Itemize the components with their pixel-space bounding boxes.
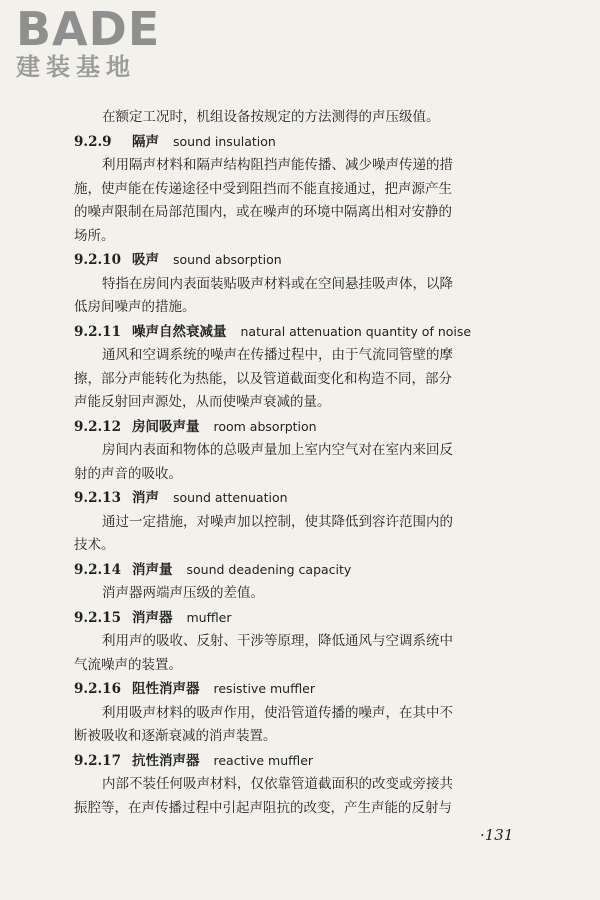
glossary-entry xyxy=(74,248,530,320)
glossary-entry xyxy=(74,749,530,821)
definition-line: 振腔等，在声传播过程中引起声阻抗的改变，产生声能的反射与 xyxy=(74,799,452,816)
definition-line: 声能反射回声源处，从而使噪声衰减的量。 xyxy=(74,394,331,410)
entry-term xyxy=(74,415,530,440)
definition-line: 利用吸声材料的吸声作用，使沿管道传播的噪声，在其中不 xyxy=(102,704,453,721)
entry-chinese-term: 消声器 xyxy=(132,609,173,626)
entry-chinese-term: 抗性消声器 xyxy=(132,752,200,769)
definition-line: 气流噪声的装置。 xyxy=(74,656,182,673)
definition-line: 通过一定措施，对噪声加以控制，使其降低到容许范围内的 xyxy=(102,513,453,530)
glossary-entry xyxy=(74,130,530,249)
definition-line: 断被吸收和逐渐衰减的消声装置。 xyxy=(74,728,277,744)
entry-number: 9.2.17 xyxy=(74,752,121,769)
entry-number: 9.2.10 xyxy=(74,252,121,268)
entry-english-term: natural attenuation quantity of noise xyxy=(240,323,472,339)
definition-line: 射的声音的吸收。 xyxy=(74,465,182,482)
definition-line: 特指在房间内表面装贴吸声材料或在空间悬挂吸声体，以降 xyxy=(102,275,453,292)
glossary-entry xyxy=(74,558,530,606)
entry-english-term: muffler xyxy=(186,609,232,625)
entry-term xyxy=(74,606,530,631)
entry-term xyxy=(74,486,530,511)
definition-line: 施，使声能在传递途径中受到阻挡而不能直接通过，把声源产生 xyxy=(74,180,452,197)
entry-number: 9.2.13 xyxy=(74,490,121,506)
entry-english-term: sound insulation xyxy=(173,133,276,149)
definition-line: 擦，部分声能转化为热能，以及管道截面变化和构造不同，部分 xyxy=(74,370,452,387)
glossary-entries xyxy=(74,130,530,821)
entry-number: 9.2.15 xyxy=(74,609,121,626)
glossary-entry xyxy=(74,606,530,678)
definition-line: 场所。 xyxy=(74,227,115,244)
definition-line: 内部不装任何吸声材料，仅依靠管道截面积的改变或旁接共 xyxy=(102,776,453,792)
entry-term xyxy=(74,558,530,583)
entry-chinese-term: 消声量 xyxy=(132,561,173,578)
entry-number: 9.2.9 xyxy=(74,133,112,150)
entry-term xyxy=(74,130,530,155)
entry-english-term: sound deadening capacity xyxy=(186,561,352,577)
entry-chinese-term: 吸声 xyxy=(132,252,159,268)
definition-line: 房间内表面和物体的总吸声量加上室内空气对在室内来回反 xyxy=(102,442,453,458)
entry-term xyxy=(74,749,530,774)
glossary-entry xyxy=(74,320,530,415)
bade-logo xyxy=(16,2,161,81)
intro-line: 在额定工况时，机组设备按规定的方法测得的声压级值。 xyxy=(102,109,440,125)
glossary-entry xyxy=(74,486,530,558)
definition-line: 通风和空调系统的噪声在传播过程中，由于气流同管壁的摩 xyxy=(102,347,453,363)
definition-line: 利用隔声材料和隔声结构阻挡声能传播、减少噪声传递的措 xyxy=(102,157,453,173)
entry-chinese-term: 房间吸声量 xyxy=(132,418,200,435)
entry-chinese-term: 阻性消声器 xyxy=(132,681,200,697)
entry-term xyxy=(74,677,530,702)
definition-line: 低房间噪声的措施。 xyxy=(74,299,196,315)
page-number: ·131 xyxy=(480,826,514,844)
entry-english-term: sound attenuation xyxy=(173,490,288,505)
entry-number: 9.2.12 xyxy=(74,418,121,435)
glossary-entry xyxy=(74,677,530,749)
entry-term xyxy=(74,320,530,345)
entry-english-term: reactive muffler xyxy=(213,752,314,768)
logo-wordmark: BADE xyxy=(16,2,161,56)
entry-chinese-term: 隔声 xyxy=(132,133,159,150)
entry-chinese-term: 消声 xyxy=(132,490,159,506)
definition-line: 利用声的吸收、反射、干涉等原理，降低通风与空调系统中 xyxy=(102,633,453,649)
entry-english-term: sound absorption xyxy=(173,252,282,267)
entry-number: 9.2.14 xyxy=(74,561,121,578)
entry-english-term: resistive muffler xyxy=(213,681,316,696)
entry-term xyxy=(74,248,530,273)
page-content xyxy=(74,106,530,820)
entry-number: 9.2.11 xyxy=(74,323,121,340)
definition-line: 的噪声限制在局部范围内，或在噪声的环境中隔离出相对安静的 xyxy=(74,204,452,220)
entry-number: 9.2.16 xyxy=(74,681,121,697)
definition-line: 技术。 xyxy=(74,537,115,553)
entry-english-term: room absorption xyxy=(213,418,317,434)
entry-chinese-term: 噪声自然衰减量 xyxy=(132,323,227,340)
definition-line: 消声器两端声压级的差值。 xyxy=(102,585,264,601)
logo-subtitle: 建装基地 xyxy=(16,53,136,81)
glossary-entry xyxy=(74,415,530,487)
